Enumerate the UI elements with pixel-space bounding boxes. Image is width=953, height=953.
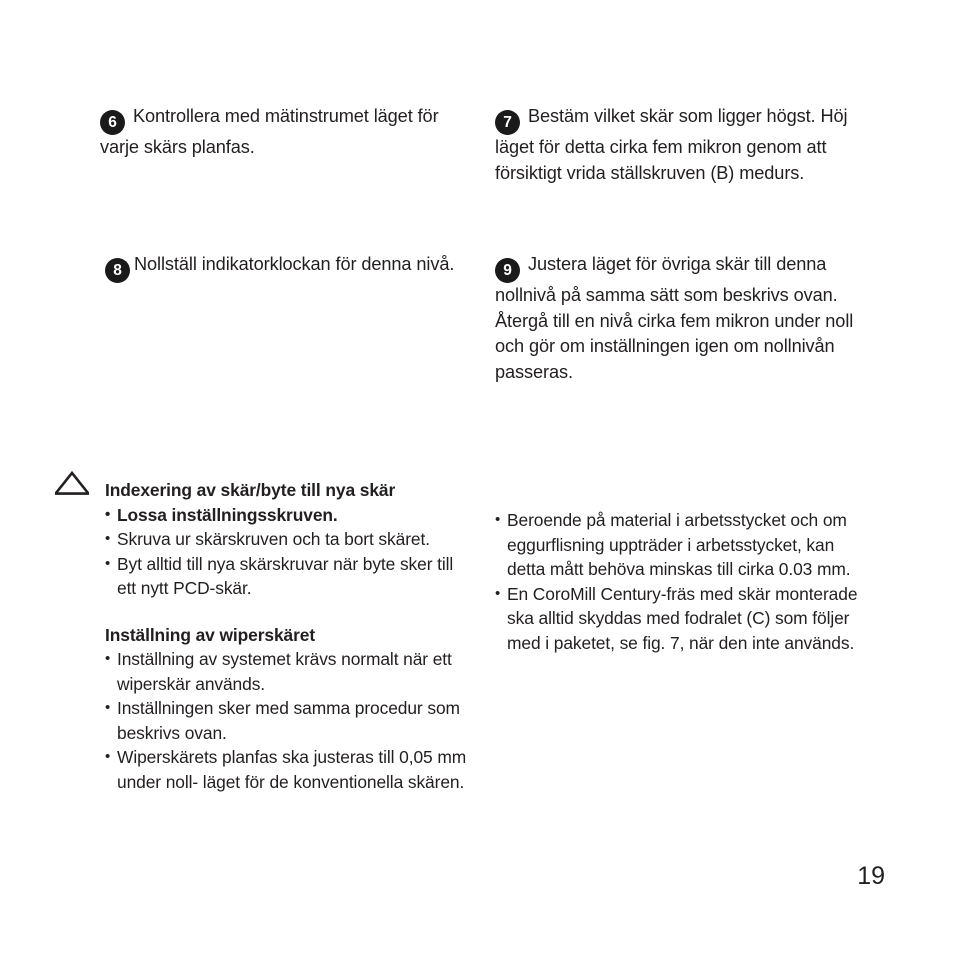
list-item: • Inställning av systemet krävs normalt när ett wiperskär används. [105, 647, 473, 696]
bullet-list-right [495, 508, 860, 655]
step-block-7 [495, 104, 863, 186]
step-number-badge-8: 8 [105, 258, 130, 283]
page-number: 19 [857, 862, 885, 890]
list-item: • Beroende på material i arbetsstycket och om eggurflisning uppträder i arbetsstycket, kan detta mått behöva minskas till cirka 0.03 mm. [495, 508, 860, 582]
bullet-list-indexering [105, 503, 473, 601]
list-item: • En CoroMill Century-fräs med skär monterade ska alltid skyddas med fodralet (C) som följer med i paketet, se fig. 7, när den inte används. [495, 582, 860, 656]
right-column [495, 508, 860, 655]
list-item: • Wiperskärets planfas ska justeras till 0,05 mm under noll- läget för de konventionella skären. [105, 745, 473, 794]
step-block-6 [100, 104, 472, 161]
list-item: • Inställningen sker med samma procedur som beskrivs ovan. [105, 696, 473, 745]
step-text-9: Justera läget för övriga skär till denna nollnivå på samma sätt som beskrivs ovan. Återgå till en nivå cirka fem mikron under noll och gör om inställningen igen om nollnivån passeras. [495, 254, 854, 382]
step-text-6: Kontrollera med mätinstrumet läget för varje skärs planfas. [100, 106, 439, 157]
left-column [105, 478, 473, 794]
bullet-list-wiperskaret [105, 647, 473, 794]
list-item: • Lossa inställningsskruven. [105, 503, 473, 528]
list-item: • Byt alltid till nya skärskruvar när byte sker till ett nytt PCD-skär. [105, 552, 473, 601]
step-number-badge-7: 7 [495, 110, 520, 135]
step-block-8 [100, 252, 472, 283]
step-number-badge-9: 9 [495, 258, 520, 283]
step-text-8: Nollställ indikatorklockan för denna nivå. [134, 254, 455, 274]
heading-indexering: Indexering av skär/byte till nya skär [105, 480, 396, 500]
heading-installning-wiperskaret: Inställning av wiperskäret [105, 624, 316, 645]
step-block-9 [495, 252, 867, 385]
warning-triangle-icon [52, 470, 92, 496]
step-number-badge-6: 6 [100, 110, 125, 135]
list-item: • Skruva ur skärskruven och ta bort skäret. [105, 527, 473, 552]
step-text-7: Bestäm vilket skär som ligger högst. Höj läget för detta cirka fem mikron genom att försiktigt vrida ställskruven (B) medurs. [495, 106, 848, 183]
